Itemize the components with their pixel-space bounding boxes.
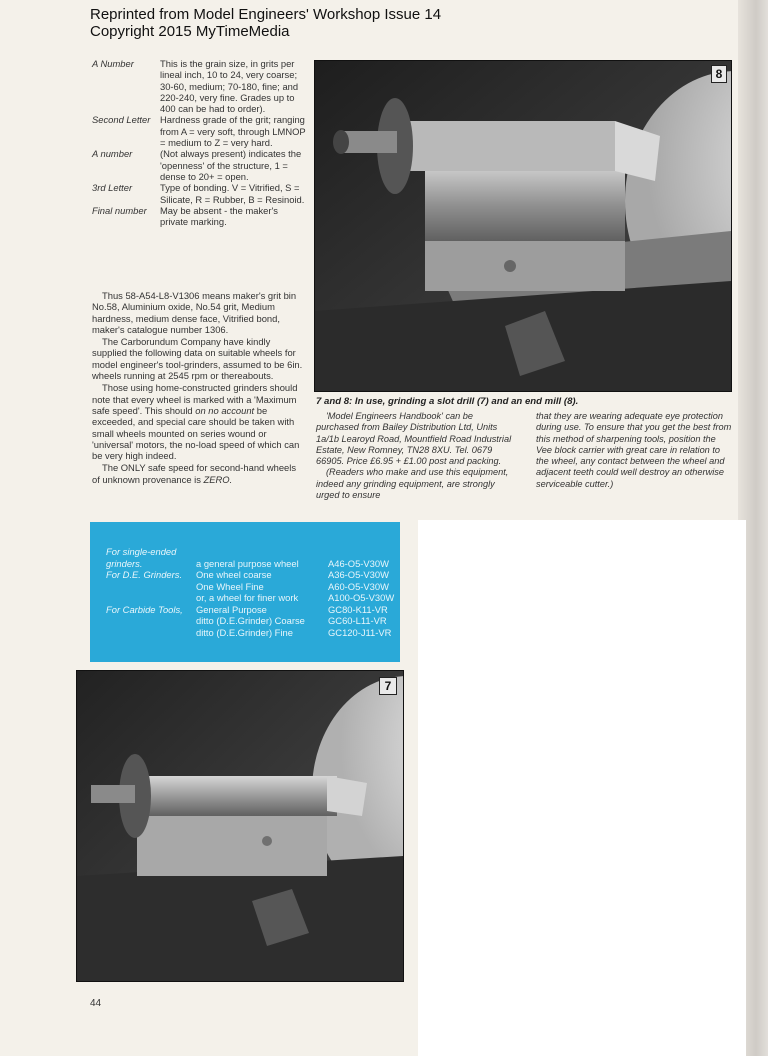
table-category: For Carbide Tools, [106, 603, 183, 615]
definition-term: A Number [92, 58, 134, 69]
article-body-middle [316, 411, 516, 501]
table-description: ditto (D.E.Grinder) Fine [196, 626, 293, 638]
photo-slot-drill-grinding [76, 670, 404, 982]
table-description: General Purpose [196, 603, 267, 615]
grit-code-definitions [92, 58, 307, 227]
table-code: A46-O5-V30W [328, 557, 389, 569]
definition-text: This is the grain size, in grits per lineal inch, 10 to 24, very coarse; 30-60, medium; 70-180, fine; and 220-240, very fine. Grades up to 400 can be had to order). [160, 58, 299, 115]
definition-term: 3rd Letter [92, 182, 133, 194]
reprint-notice [90, 6, 441, 40]
definition-text: (Not always present) indicates the 'openness' of the structure, 1 = dense to 20+ = open. [160, 148, 302, 182]
table-category: grinders. [106, 557, 143, 569]
body-emphasis: ZERO. [203, 473, 233, 485]
photo-7-illustration [77, 671, 403, 981]
table-code: A60-O5-V30W [328, 580, 389, 592]
definition-row [92, 182, 307, 205]
figure-number-badge: 7 [379, 677, 397, 695]
body-paragraph: that they are wearing adequate eye protection during use. To ensure that you get the best from this method of sharpening tools, position the Vee block carrier with great care in relation to the wheel, any contact between the wheel and adjacent teeth could well destroy an otherwise serviceable cutter.) [536, 411, 732, 489]
definition-row [92, 114, 307, 148]
table-code: A100-O5-V30W [328, 592, 395, 603]
body-text-segment: Those using home-constructed grinders should note that every wheel is marked with a 'Maximum safe speed'. This should [92, 382, 298, 416]
photo-caption: 7 and 8: In use, grinding a slot drill (7) and an end mill (8). [316, 396, 579, 407]
table-code: GC120-J11-VR [328, 626, 392, 638]
table-category: For single-ended [106, 546, 177, 557]
definition-text: Hardness grade of the grit; ranging from A = very soft, through LMNOP = medium to Z = very hard. [160, 114, 306, 149]
definition-text: May be absent - the maker's private marking. [160, 204, 278, 228]
definition-row [92, 148, 307, 182]
figure-number-badge: 8 [711, 65, 727, 83]
body-paragraph [92, 462, 304, 485]
table-code: GC60-L11-VR [328, 615, 387, 626]
definition-term: Final number [92, 204, 147, 216]
table-description: One wheel coarse [196, 569, 272, 580]
table-description: or, a wheel for finer work [196, 592, 299, 603]
body-paragraph: The Carborundum Company have kindly supplied the following data on suitable wheels for model engineer's tool-grinders, assumed to be 6in. wheels running at 2545 rpm or thereabouts. [92, 336, 303, 382]
photo-end-mill-grinding [314, 60, 732, 392]
definition-row [92, 205, 307, 228]
table-description: ditto (D.E.Grinder) Coarse [196, 615, 305, 626]
photo-8-illustration [315, 61, 731, 391]
table-description: a general purpose wheel [196, 557, 299, 569]
copyright-line: Copyright 2015 MyTimeMedia [90, 23, 290, 40]
body-paragraph: Thus 58-A54-L8-V1306 means maker's grit bin No.58, Aluminium oxide, No.54 grit, Medium hardness, medium dense face, Vitrified bond, maker's catalogue number 1306. [92, 290, 297, 335]
table-code: GC80-K11-VR [328, 603, 388, 615]
definition-row [92, 58, 307, 114]
body-emphasis: on no account [195, 404, 255, 416]
definition-text: Type of bonding. V = Vitrified, S = Silicate, R = Rubber, B = Resinoid. [160, 182, 305, 205]
article-body-right [536, 411, 732, 490]
article-body-left [92, 290, 304, 486]
reprint-line-1: Reprinted from Model Engineers' Workshop Issue 14 [90, 6, 442, 23]
blank-area [418, 520, 746, 1056]
body-text-segment: The ONLY safe speed for second-hand wheels of unknown provenance is [92, 462, 297, 485]
table-category: For D.E. Grinders. [106, 569, 183, 580]
table-code: A36-O5-V30W [328, 569, 389, 580]
body-paragraph [92, 382, 304, 461]
wheel-recommendation-table [90, 522, 400, 662]
page-number: 44 [90, 998, 102, 1009]
definition-term: Second Letter [92, 114, 151, 126]
definition-term: A number [92, 148, 133, 160]
body-paragraph: (Readers who make and use this equipment, indeed any grinding equipment, are strongly urged to ensure [316, 467, 509, 501]
table-description: One Wheel Fine [196, 580, 264, 592]
body-paragraph: 'Model Engineers Handbook' can be purchased from Bailey Distribution Ltd, Units 1a/1b Learoyd Road, Mountfield Road Industrial Estate, New Romney, TN28 8XU. Tel. 0679 66905. Price £6.95 + £1.00 post and packing. [316, 411, 512, 467]
body-text-segment: be exceeded, and special care should be taken with small wheels mounted on series wound or 'universal' motors, the no-load speed of which can be very high indeed. [92, 404, 300, 462]
